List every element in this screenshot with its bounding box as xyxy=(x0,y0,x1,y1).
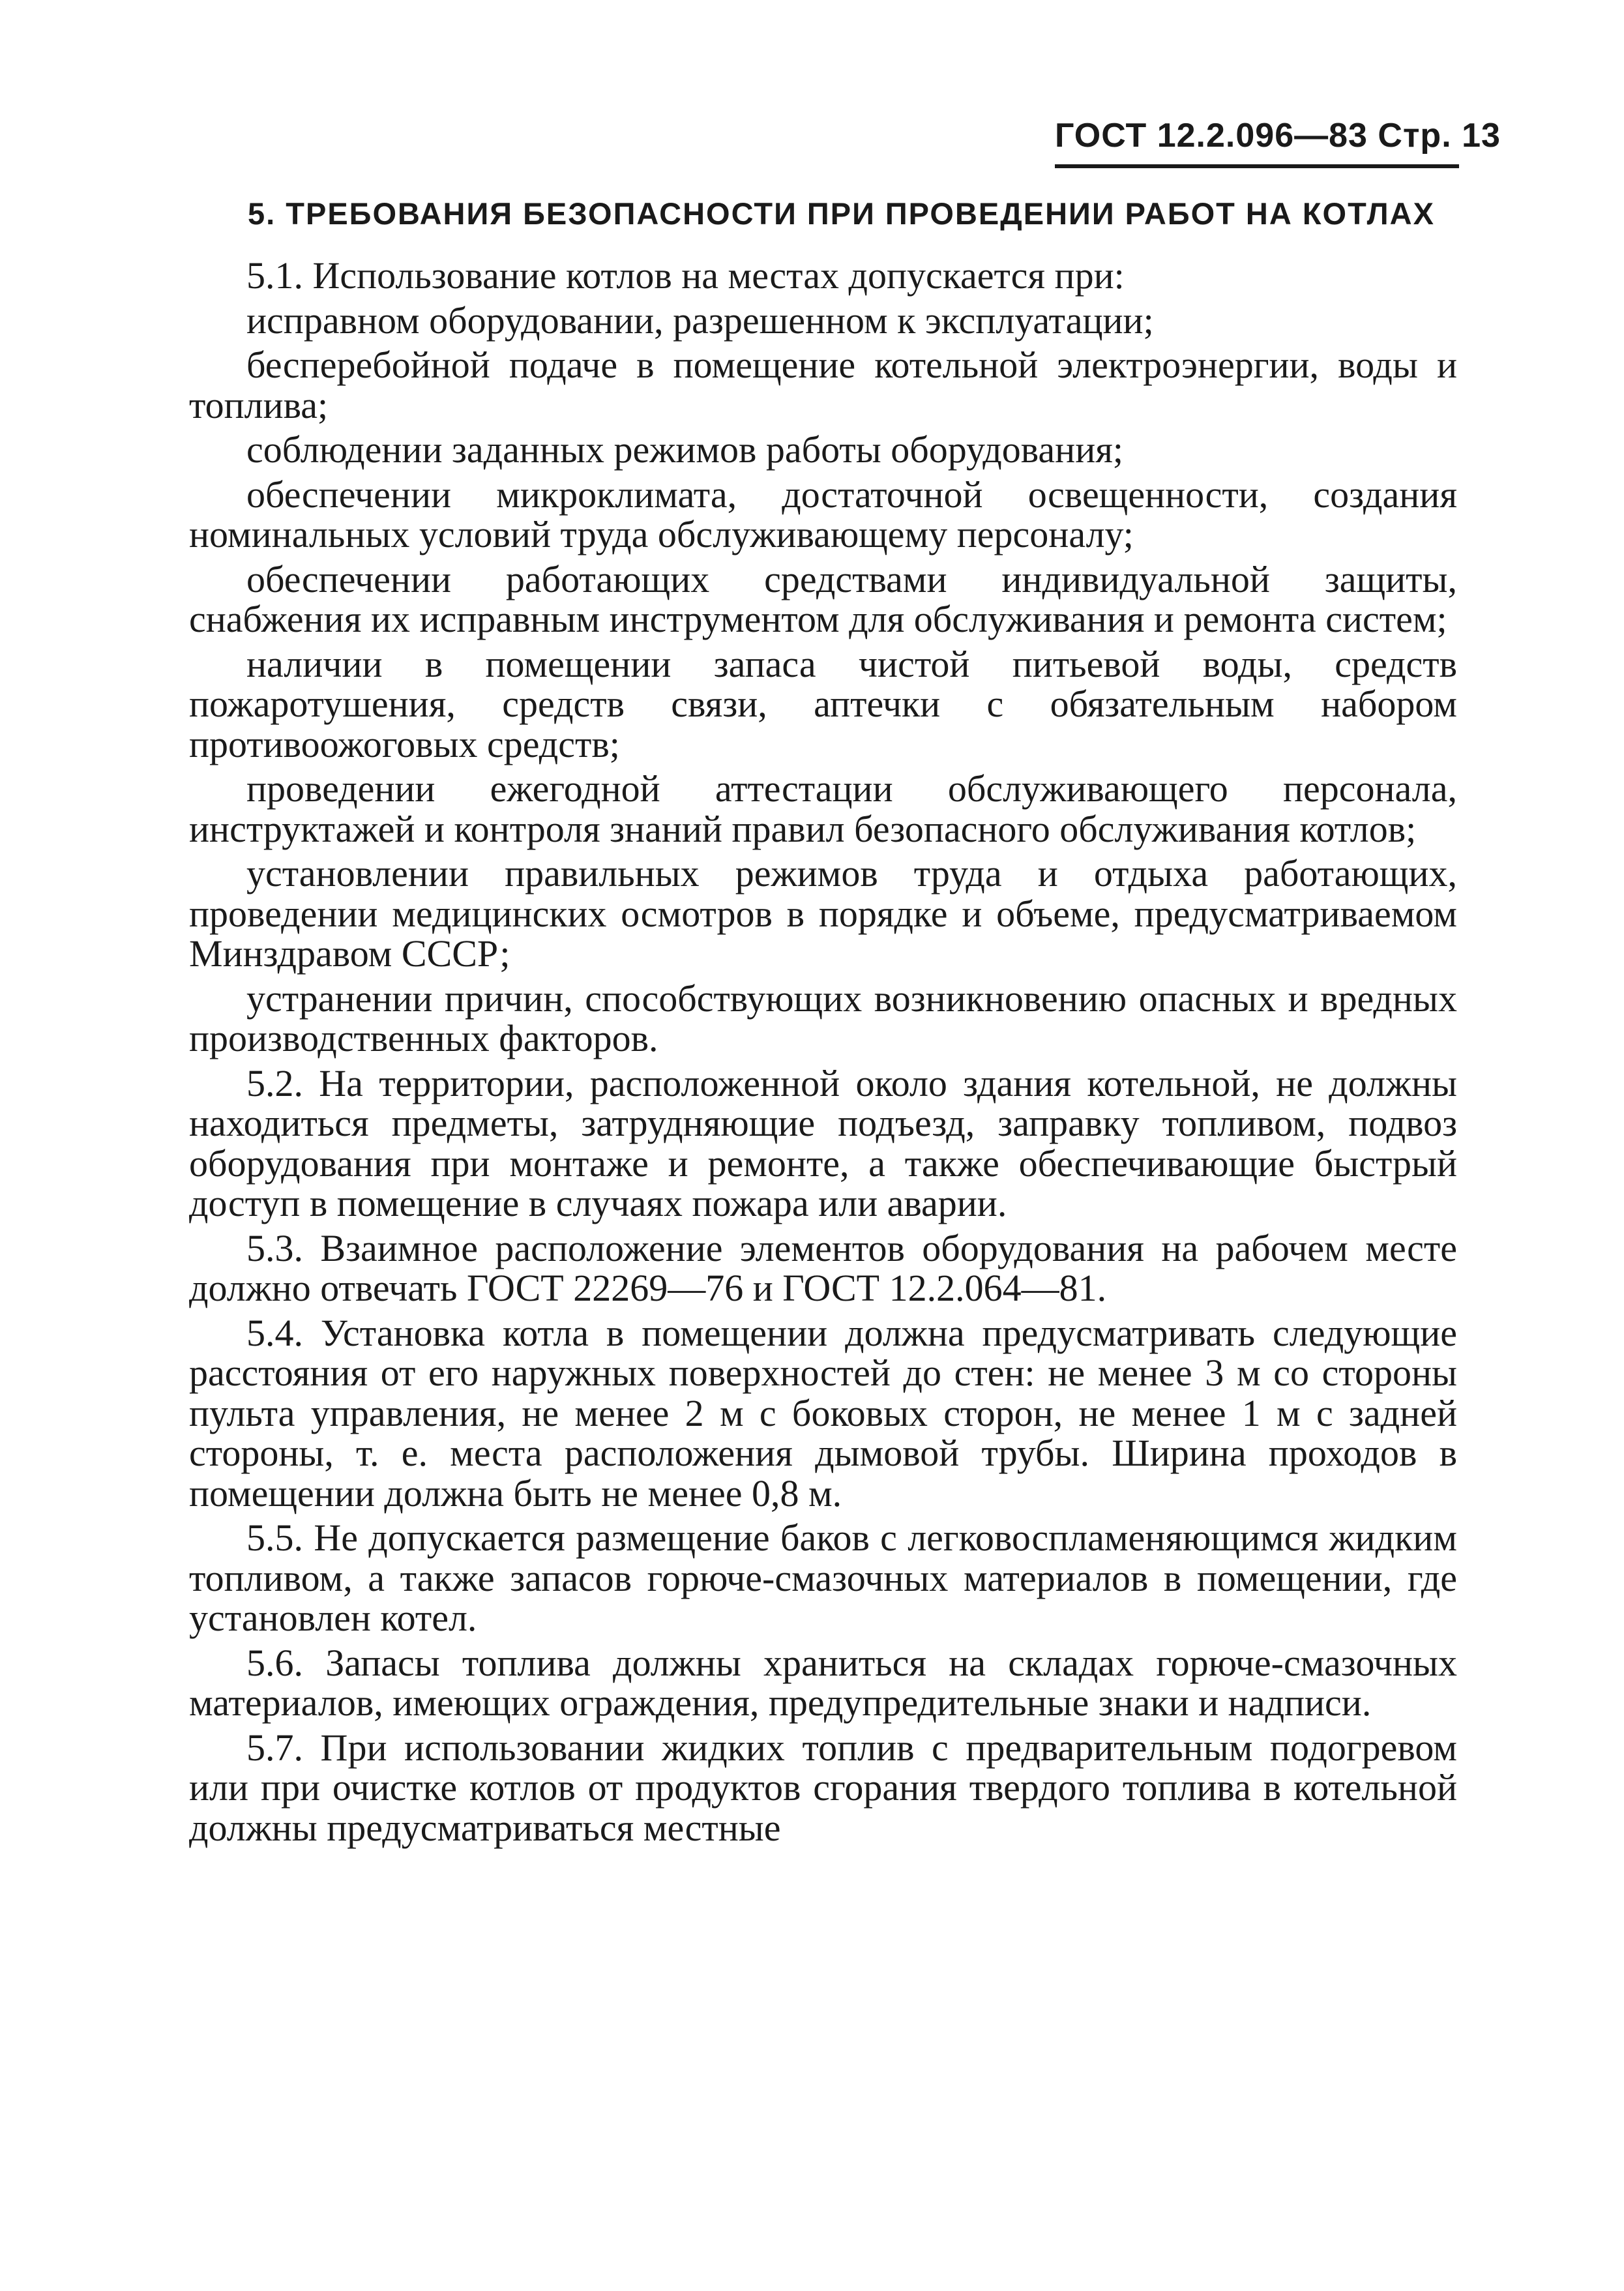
paragraph-condition-work-modes: установлении правильных режимов труда и отдыха работающих, проведении медицинских осмотров в порядке и объеме, предусматриваемом Минздравом СССР; xyxy=(189,852,1457,975)
paragraph-5-3: 5.3. Взаимное расположение элементов оборудования на рабочем месте должно отвечать ГОСТ 22269—76 и ГОСТ 12.2.064—81. xyxy=(189,1226,1457,1309)
page-header: ГОСТ 12.2.096—83 Стр. 13 xyxy=(1055,116,1459,168)
paragraph-condition-microclimate: обеспечении микроклимата, достаточной освещенности, создания номинальных условий труда обслуживающему персоналу; xyxy=(189,473,1457,555)
paragraph-condition-attestation: проведении ежегодной аттестации обслуживающего персонала, инструктажей и контроля знаний правил безопасного обслуживания котлов; xyxy=(189,767,1457,850)
paragraph-condition-hazards: устранении причин, способствующих возникновению опасных и вредных производственных факторов. xyxy=(189,977,1457,1059)
paragraph-5-1-intro: 5.1. Использование котлов на местах допускается при: xyxy=(246,254,1125,297)
paragraph-5-7: 5.7. При использовании жидких топлив с предварительным подогревом или при очистке котлов от продуктов сгорания твердого топлива в котельной должны предусматриваться местные xyxy=(189,1726,1457,1849)
paragraph-5-5: 5.5. Не допускается размещение баков с легковоспламеняющимся жидким топливом, а также запасов горюче-смазочных материалов в помещении, где установлен котел. xyxy=(189,1516,1457,1639)
paragraph-condition-protection: обеспечении работающих средствами индивидуальной защиты, снабжения их исправным инструментом для обслуживания и ремонта систем; xyxy=(189,557,1457,640)
section-body xyxy=(189,256,1457,1852)
paragraph-5-4: 5.4. Установка котла в помещении должна предусматривать следующие расстояния от его наружных поверхностей до стен: не менее 3 м со стороны пульта управления, не менее 2 м с боковых сторон, не менее 1 м с задней стороны, т. е. места расположения дымовой трубы. Ширина проходов в помещении должна быть не менее 0,8 м. xyxy=(189,1311,1457,1515)
section-title: 5. ТРЕБОВАНИЯ БЕЗОПАСНОСТИ ПРИ ПРОВЕДЕНИИ РАБОТ НА КОТЛАХ xyxy=(248,196,1435,231)
paragraph-condition-supply: бесперебойной подаче в помещение котельной электроэнергии, воды и топлива; xyxy=(189,344,1457,426)
paragraph-condition-modes: соблюдении заданных режимов работы оборудования; xyxy=(246,428,1124,471)
paragraph-condition-water: наличии в помещении запаса чистой питьевой воды, средств пожаротушения, средств связи, аптечки с обязательным набором противоожоговых средств; xyxy=(189,642,1457,765)
paragraph-condition-equipment: исправном оборудовании, разрешенном к эксплуатации; xyxy=(246,299,1154,342)
paragraph-5-6: 5.6. Запасы топлива должны храниться на складах горюче-смазочных материалов, имеющих ограждения, предупредительные знаки и надписи. xyxy=(189,1641,1457,1724)
paragraph-5-2: 5.2. На территории, расположенной около здания котельной, не должны находиться предметы, затрудняющие подъезд, заправку топливом, подвоз оборудования при монтаже и ремонте, а также обеспечивающие быстрый доступ в помещение в случаях пожара или аварии. xyxy=(189,1061,1457,1224)
